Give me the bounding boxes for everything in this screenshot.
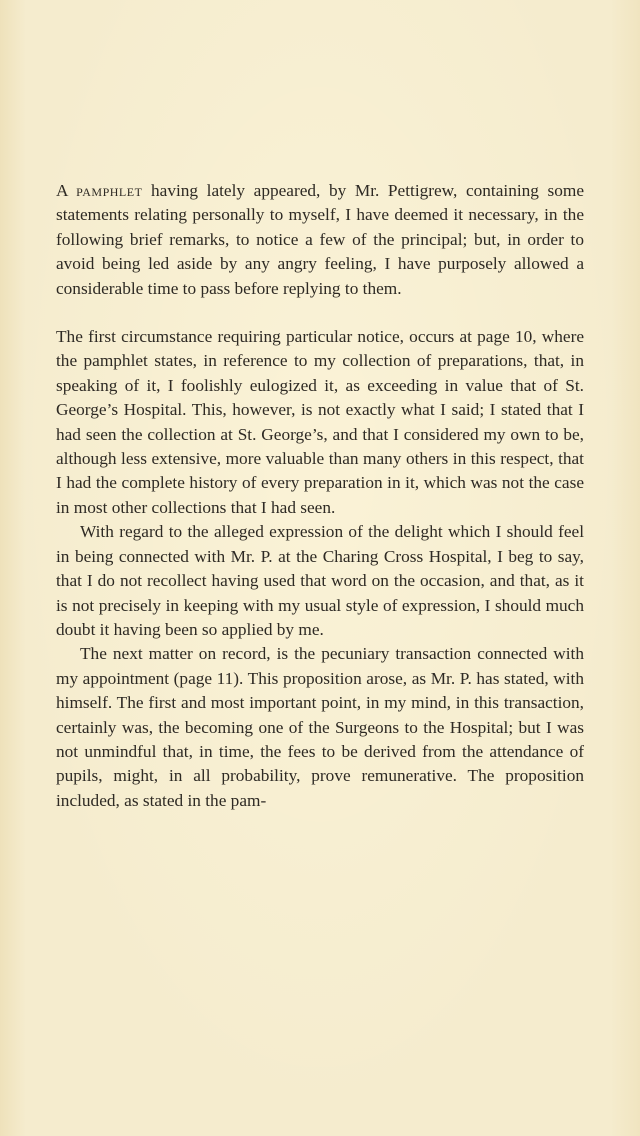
document-body xyxy=(56,179,584,813)
paragraph-1-text: having lately appeared, by Mr. Pettigrew, containing some statements relating personally to myself, I have deemed it necessary, in the following brief remarks, to notice a few of the principal; but, in order to avoid being led aside by any angry feeling, I have purposely allowed a considerable time to pass before replying to them. xyxy=(56,181,585,298)
paragraph-gap xyxy=(56,301,584,325)
paragraph-2: The first circumstance requiring particular notice, occurs at page 10, where the pamphlet states, in reference to my collection of preparations, that, in speaking of it, I foolishly eulogized it, as exceeding in value that of St. George’s Hospital. This, however, is not exactly what I said; I stated that I had seen the collection at St. George’s, and that I considered my own to be, although less extensive, more valuable than many others in this respect, that I had the complete history of every preparation in it, which was not the case in most other collections that I had seen. xyxy=(56,327,584,517)
lead-word: A xyxy=(56,181,68,200)
paragraph-4: The next matter on record, is the pecuniary transaction connected with my appointment (page 11). This proposition arose, as Mr. P. has stated, with himself. The first and most important point, in my mind, in this transaction, certainly was, the becoming one of the Surgeons to the Hospital; but I was not unmindful that, in time, the fees to be derived from the attendance of pupils, might, in all probability, prove remunerative. The proposition included, as stated in the pam- xyxy=(56,644,584,810)
paragraph-1 xyxy=(56,179,584,301)
paragraph-3: With regard to the alleged expression of the delight which I should feel in being connected with Mr. P. at the Charing Cross Hospital, I beg to say, that I do not recollect having used that word on the occasion, and that, as it is not precisely in keeping with my usual style of expression, I should much doubt it having been so applied by me. xyxy=(56,522,584,639)
lead-smallcaps: pamphlet xyxy=(76,181,143,200)
